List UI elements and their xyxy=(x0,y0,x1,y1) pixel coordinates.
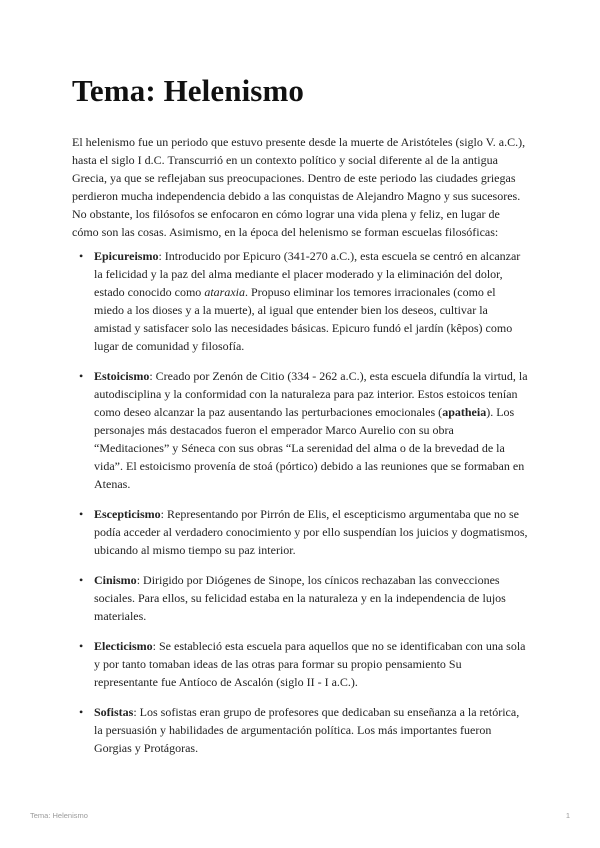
school-term: Escepticismo xyxy=(94,507,161,521)
school-term: Epicureismo xyxy=(94,249,159,263)
document-page xyxy=(72,70,528,769)
school-text: : Se estableció esta escuela para aquellos que no se identificaban con una sola y por tanto tomaban ideas de las otras para formar su propio pensamiento Su representante fue Antíoco de Ascalón (siglo II - I a.C.). xyxy=(94,639,526,689)
school-term: Cinismo xyxy=(94,573,137,587)
footer-title: Tema: Helenismo xyxy=(30,811,88,820)
school-term: Estoicismo xyxy=(94,369,150,383)
list-item-estoicismo xyxy=(72,367,528,493)
school-bold-term: apatheia xyxy=(442,405,487,419)
school-text: : Introducido por Epicuro (341-270 a.C.), esta escuela se centró en alcanzar la felicidad y la paz del alma mediante el placer moderado y la eliminación del dolor, estado conocido como xyxy=(94,249,521,299)
page-number: 1 xyxy=(565,811,570,820)
schools-list xyxy=(72,247,528,757)
intro-paragraph: El helenismo fue un periodo que estuvo presente desde la muerte de Aristóteles (siglo V. a.C.), hasta el siglo I d.C. Transcurrió en un contexto político y social diferente al de la antigua Grecia, ya que se reflejaban sus preocupaciones. Dentro de este periodo las ciudades griegas perdieron mucha independencia debido a las conquistas de Alejandro Magno y sus sucesores. No obstante, los filósofos se enfocaron en cómo lograr una vida plena y feliz, en lugar de cómo son las cosas. Asimismo, en la época del helenismo se forman escuelas filosóficas: xyxy=(72,135,526,239)
bullet-icon: • xyxy=(79,249,84,263)
bullet-icon: • xyxy=(79,573,84,587)
school-text: : Representando por Pirrón de Elis, el escepticismo argumentaba que no se podía acceder al verdadero conocimiento y por ello suspendían los juicios y dogmatismos, ubicando al mismo tiempo su paz interior. xyxy=(94,507,528,557)
school-term: Sofistas xyxy=(94,705,134,719)
bullet-icon: • xyxy=(79,705,84,719)
school-emphasis: ataraxia xyxy=(204,285,245,299)
document-title: Tema: Helenismo xyxy=(72,73,304,108)
list-item-electicismo xyxy=(72,637,528,691)
bullet-icon: • xyxy=(79,639,84,653)
list-item-epicureismo xyxy=(72,247,528,355)
list-item-sofistas xyxy=(72,703,528,757)
school-text: . Propuso eliminar los temores irracionales (como el miedo a los dioses y a la muerte), al igual que entender bien los deseos, cultivar la amistad y satisfacer solo las necesidades básicas. Epicuro fundó el jardín (kêpos) como lugar de comunidad y filosofía. xyxy=(94,285,513,353)
school-text: ). Los personajes más destacados fueron el emperador Marco Aurelio con su obra “Meditaciones” y Séneca con sus obras “La serenidad del alma o de la brevedad de la vida”. El estoicismo provenía de stoá (pórtico) debido a las reuniones que se formaban en Atenas. xyxy=(94,405,525,491)
school-term: Electicismo xyxy=(94,639,153,653)
school-text: : Creado por Zenón de Citio (334 - 262 a.C.), esta escuela difundía la virtud, la autodisciplina y la conformidad con la naturaleza para paz interior. Estos estoicos tenían como deseo alcanzar la paz ausentando las perturbaciones emocionales ( xyxy=(94,369,528,419)
bullet-icon: • xyxy=(79,369,84,383)
list-item-cinismo xyxy=(72,571,528,625)
list-item-escepticismo xyxy=(72,505,528,559)
bullet-icon: • xyxy=(79,507,84,521)
school-text: : Los sofistas eran grupo de profesores que dedicaban su enseñanza a la retórica, la persuasión y habilidades de argumentación política. Los más importantes fueron Gorgias y Protágoras. xyxy=(94,705,520,755)
school-text: : Dirigido por Diógenes de Sinope, los cínicos rechazaban las convecciones sociales. Para ellos, su felicidad estaba en la naturaleza y en la independencia de lujos materiales. xyxy=(94,573,506,623)
